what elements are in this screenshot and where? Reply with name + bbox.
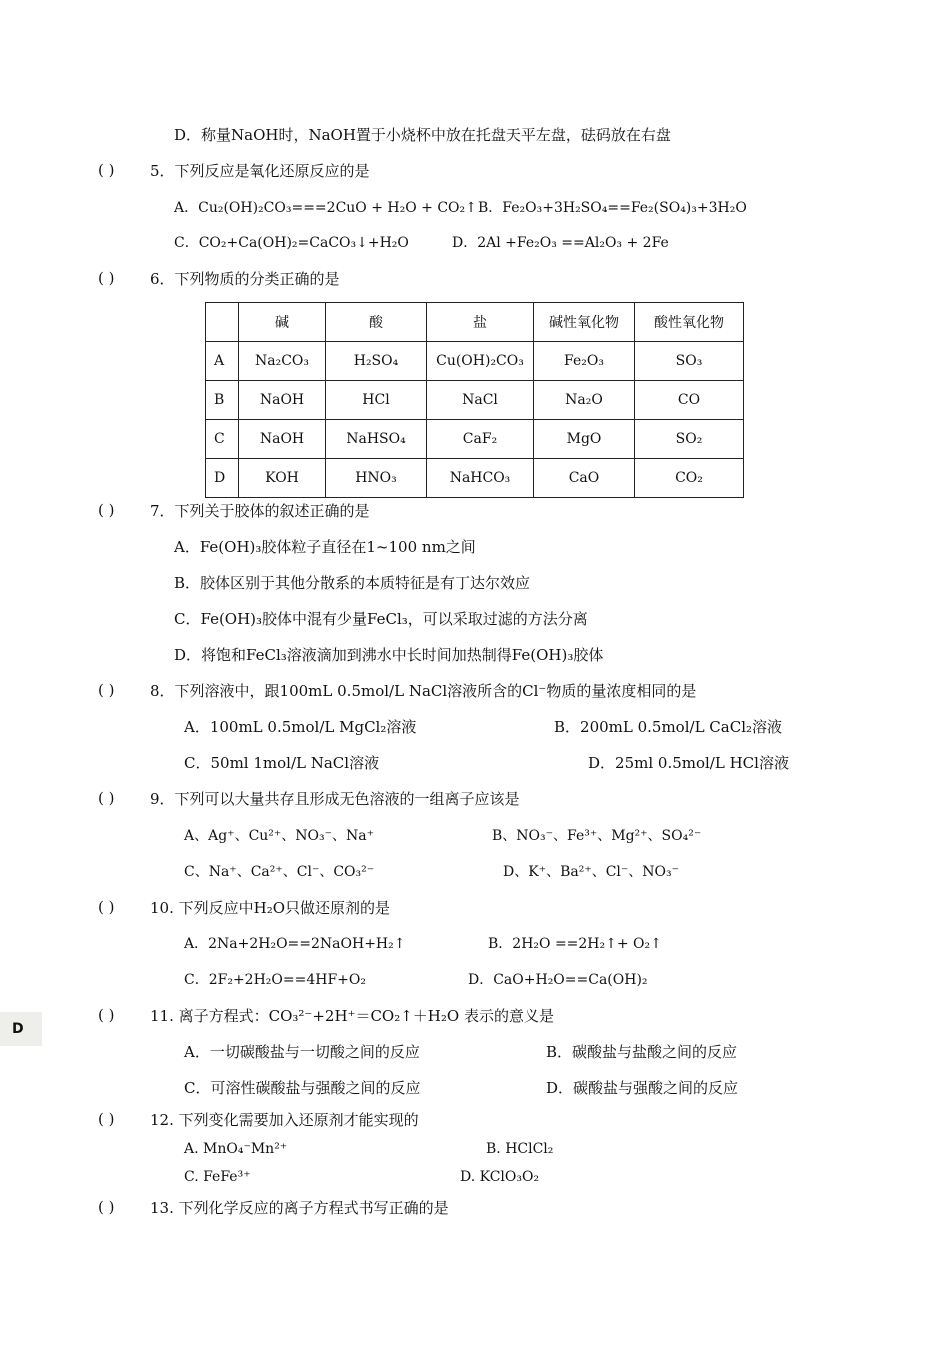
table-cell: CaF₂ bbox=[427, 420, 534, 459]
q13-stem: 13. 下列化学反应的离子方程式书写正确的是 bbox=[150, 1199, 449, 1217]
q10-option-c: C．2F₂+2H₂O==4HF+O₂ bbox=[184, 972, 366, 988]
table-row bbox=[206, 420, 744, 459]
answer-paren-q8: ( ) bbox=[98, 681, 115, 699]
q5-option-c: C．CO₂+Ca(OH)₂=CaCO₃↓+H₂O bbox=[174, 235, 409, 251]
q12-option-c: C. FeFe³⁺ bbox=[184, 1169, 251, 1185]
q11-option-d: D．碳酸盐与强酸之间的反应 bbox=[546, 1079, 739, 1097]
table-cell: NaHCO₃ bbox=[427, 459, 534, 498]
q4-option-d: D．称量NaOH时，NaOH置于小烧杯中放在托盘天平左盘，砝码放在右盘 bbox=[174, 126, 671, 144]
table-cell: Na₂CO₃ bbox=[239, 342, 326, 381]
q5-option-b: B．Fe₂O₃+3H₂SO₄==Fe₂(SO₄)₃+3H₂O bbox=[478, 200, 747, 216]
q9-option-d: D、K⁺、Ba²⁺、Cl⁻、NO₃⁻ bbox=[503, 864, 680, 880]
q9-option-c: C、Na⁺、Ca²⁺、Cl⁻、CO₃²⁻ bbox=[184, 864, 375, 880]
q9-stem: 9．下列可以大量共存且形成无色溶液的一组离子应该是 bbox=[150, 790, 520, 808]
table-cell: Fe₂O₃ bbox=[534, 342, 635, 381]
answer-paren-q10: ( ) bbox=[98, 898, 115, 916]
table-cell: A bbox=[206, 342, 239, 381]
table-cell: Na₂O bbox=[534, 381, 635, 420]
table-header-cell: 酸性氧化物 bbox=[635, 303, 744, 342]
q12-option-a: A. MnO₄⁻Mn²⁺ bbox=[184, 1141, 288, 1157]
answer-paren-q11: ( ) bbox=[98, 1006, 115, 1024]
side-tab[interactable]: D bbox=[0, 1012, 42, 1046]
answer-paren-q12: ( ) bbox=[98, 1110, 115, 1128]
table-cell: MgO bbox=[534, 420, 635, 459]
table-cell: CO₂ bbox=[635, 459, 744, 498]
q7-option-b: B．胶体区别于其他分散系的本质特征是有丁达尔效应 bbox=[174, 574, 531, 592]
q8-option-a: A．100mL 0.5mol/L MgCl₂溶液 bbox=[184, 718, 417, 736]
q7-option-a: A．Fe(OH)₃胶体粒子直径在1~100 nm之间 bbox=[174, 538, 476, 556]
table-cell: SO₂ bbox=[635, 420, 744, 459]
table-header-cell bbox=[206, 303, 239, 342]
table-cell: NaOH bbox=[239, 420, 326, 459]
q10-option-a: A．2Na+2H₂O==2NaOH+H₂↑ bbox=[184, 936, 406, 952]
q10-option-d: D．CaO+H₂O==Ca(OH)₂ bbox=[468, 972, 648, 988]
q5-option-a: A．Cu₂(OH)₂CO₃===2CuO + H₂O + CO₂↑ bbox=[174, 200, 477, 216]
q12-option-d: D. KClO₃O₂ bbox=[460, 1169, 540, 1185]
table-cell: HCl bbox=[326, 381, 427, 420]
table-cell: CaO bbox=[534, 459, 635, 498]
table-cell: SO₃ bbox=[635, 342, 744, 381]
q8-option-b: B．200mL 0.5mol/L CaCl₂溶液 bbox=[554, 718, 783, 736]
q10-option-b: B．2H₂O ==2H₂↑+ O₂↑ bbox=[488, 936, 662, 952]
q11-option-b: B．碳酸盐与盐酸之间的反应 bbox=[546, 1043, 738, 1061]
answer-paren-q13: ( ) bbox=[98, 1198, 115, 1216]
q11-option-a: A．一切碳酸盐与一切酸之间的反应 bbox=[184, 1043, 420, 1061]
q5-stem: 5．下列反应是氧化还原反应的是 bbox=[150, 162, 370, 180]
q12-option-b: B. HClCl₂ bbox=[486, 1141, 554, 1157]
table-header-row bbox=[206, 303, 744, 342]
table-cell: NaCl bbox=[427, 381, 534, 420]
table-header-cell: 碱性氧化物 bbox=[534, 303, 635, 342]
table-cell: KOH bbox=[239, 459, 326, 498]
q11-stem: 11. 离子方程式：CO₃²⁻+2H⁺＝CO₂↑＋H₂O 表示的意义是 bbox=[150, 1007, 554, 1025]
answer-paren-q9: ( ) bbox=[98, 789, 115, 807]
answer-paren-q7: ( ) bbox=[98, 501, 115, 519]
table-cell: NaHSO₄ bbox=[326, 420, 427, 459]
table-cell: H₂SO₄ bbox=[326, 342, 427, 381]
classification-table bbox=[205, 302, 744, 498]
q12-stem: 12. 下列变化需要加入还原剂才能实现的 bbox=[150, 1111, 419, 1129]
q9-option-a: A、Ag⁺、Cu²⁺、NO₃⁻、Na⁺ bbox=[184, 828, 375, 844]
q7-stem: 7．下列关于胶体的叙述正确的是 bbox=[150, 502, 370, 520]
table-cell: D bbox=[206, 459, 239, 498]
q7-option-c: C．Fe(OH)₃胶体中混有少量FeCl₃，可以采取过滤的方法分离 bbox=[174, 610, 588, 628]
table-cell: C bbox=[206, 420, 239, 459]
table-cell: NaOH bbox=[239, 381, 326, 420]
q10-stem: 10. 下列反应中H₂O只做还原剂的是 bbox=[150, 899, 391, 917]
table-cell: CO bbox=[635, 381, 744, 420]
q6-stem: 6．下列物质的分类正确的是 bbox=[150, 270, 340, 288]
q7-option-d: D．将饱和FeCl₃溶液滴加到沸水中长时间加热制得Fe(OH)₃胶体 bbox=[174, 646, 604, 664]
table-cell: Cu(OH)₂CO₃ bbox=[427, 342, 534, 381]
q8-stem: 8．下列溶液中，跟100mL 0.5mol/L NaCl溶液所含的Cl⁻物质的量浓度相同的是 bbox=[150, 682, 697, 700]
answer-paren-q6: ( ) bbox=[98, 269, 115, 287]
table-row bbox=[206, 459, 744, 498]
q8-option-c: C．50ml 1mol/L NaCl溶液 bbox=[184, 754, 380, 772]
table-row bbox=[206, 342, 744, 381]
q8-option-d: D．25ml 0.5mol/L HCl溶液 bbox=[588, 754, 789, 772]
answer-paren-q5: ( ) bbox=[98, 161, 115, 179]
table-header-cell: 酸 bbox=[326, 303, 427, 342]
table-cell: HNO₃ bbox=[326, 459, 427, 498]
table-cell: B bbox=[206, 381, 239, 420]
table-header-cell: 盐 bbox=[427, 303, 534, 342]
table-header-cell: 碱 bbox=[239, 303, 326, 342]
q11-option-c: C．可溶性碳酸盐与强酸之间的反应 bbox=[184, 1079, 421, 1097]
q5-option-d: D．2Al +Fe₂O₃ ==Al₂O₃ + 2Fe bbox=[452, 235, 669, 251]
table-row bbox=[206, 381, 744, 420]
q9-option-b: B、NO₃⁻、Fe³⁺、Mg²⁺、SO₄²⁻ bbox=[492, 828, 702, 844]
